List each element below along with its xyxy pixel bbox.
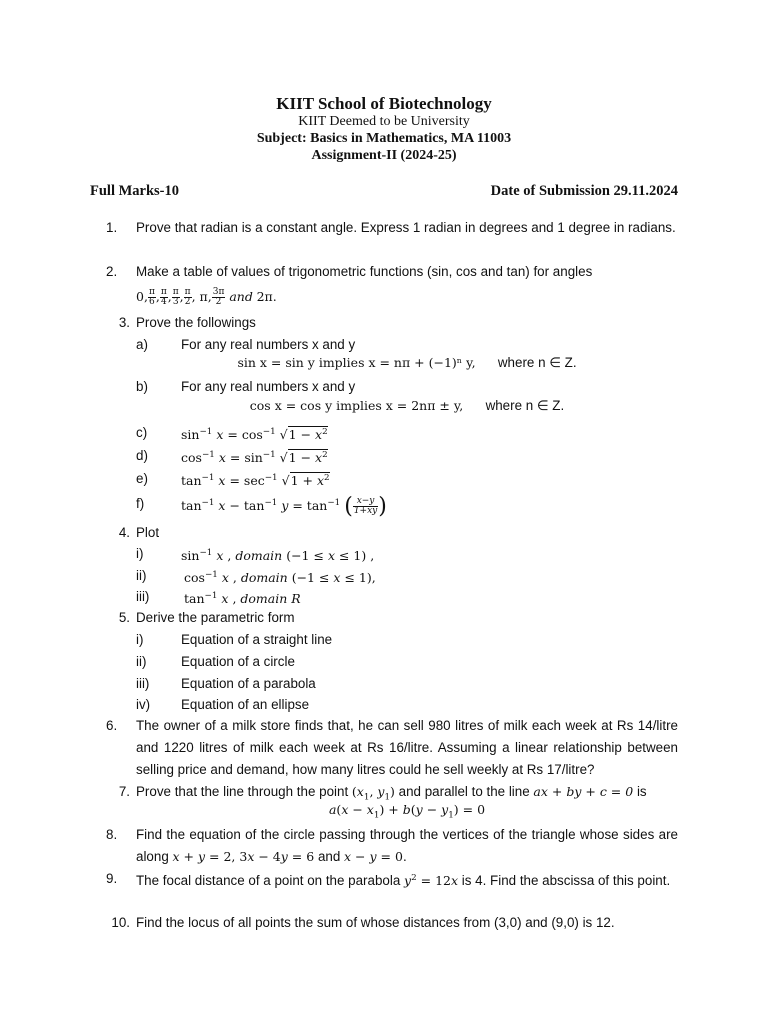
equation-7 <box>136 802 678 821</box>
question-number: 5. <box>118 610 130 625</box>
part-text: For any real numbers x and y <box>181 337 356 352</box>
question-text-a: Find the equation of the circle passing through the vertices of the triangle whose sides are along <box>136 827 678 864</box>
question-text: Prove the followings <box>136 315 256 330</box>
side-equations: x + y = 2, 3x − 4y = 6 <box>172 848 315 864</box>
university-name: KIIT Deemed to be University <box>298 114 470 129</box>
plot-label: i) <box>136 546 144 561</box>
item-label: i) <box>136 632 144 647</box>
question-9 <box>106 868 678 892</box>
item-label: ii) <box>136 654 147 669</box>
plot-function: $\tan^{-1} x$ , domain R <box>184 591 301 607</box>
full-marks: Full Marks-10 <box>90 183 180 199</box>
question-text-b: is 4. Find the abscissa of this point. <box>461 873 671 889</box>
assignment-line: Assignment-II (2024-25) <box>311 148 457 163</box>
question-text-b: and parallel to the line <box>398 784 530 799</box>
identity-c: $\sin^{-1} x = \cos^{-1} √1 - x^2$ <box>181 427 328 443</box>
line-expression: ax + by + c = 0 <box>533 784 634 799</box>
equation: sin x = sin y implies x = nπ + (−1)ⁿ y, <box>237 355 476 370</box>
part-label: f) <box>136 496 145 511</box>
equation: $a(x - x_1) + b(y - y_1) = 0$ <box>328 802 486 821</box>
subject-line: Subject: Basics in Mathematics, MA 11003 <box>256 131 512 146</box>
identity-f: $\tan^{-1} x - \tan^{-1} y = \tan^{-1}$ ( $\frac{x-y}{1+xy}$ ) <box>181 494 387 520</box>
question-text-b: and <box>317 848 341 864</box>
part-label: b) <box>136 379 148 394</box>
point-expression: ($x_1$, $y_1$) <box>351 784 395 803</box>
item-label: iv) <box>136 697 151 712</box>
angle-tail: 2π. <box>256 289 277 304</box>
part-label: d) <box>136 448 148 463</box>
part-text: For any real numbers x and y <box>181 379 356 394</box>
question-text-a: Prove that the line through the point <box>136 784 349 799</box>
question-text: Find the locus of all points the sum of whose distances from (3,0) and (9,0) is 12. <box>136 915 615 930</box>
question-8 <box>106 824 678 868</box>
item-label: iii) <box>136 676 150 691</box>
school-title: KIIT School of Biotechnology <box>276 94 492 113</box>
question-number: 7. <box>118 784 130 799</box>
question-5 <box>118 607 678 629</box>
equation-3a <box>136 355 678 371</box>
question-6 <box>106 715 678 780</box>
question-number: 9. <box>106 871 118 886</box>
identity-d: $\cos^{-1} x = \sin^{-1} √1 - x^2$ <box>181 450 328 466</box>
submission-date: Date of Submission 29.11.2024 <box>490 183 678 199</box>
question-number: 4. <box>118 525 130 540</box>
question-number: 3. <box>118 315 130 330</box>
equation: cos x = cos y implies x = 2nπ ± y, <box>249 398 464 413</box>
question-number: 1. <box>106 220 118 235</box>
parabola-equation: $y^2 = 12x$ <box>404 873 459 889</box>
question-text-c: is <box>636 784 647 799</box>
question-text: Prove that radian is a constant angle. Express 1 radian in degrees and 1 degree in radians. <box>136 220 676 235</box>
side-equation-3: x − y = 0. <box>344 848 407 864</box>
plot-function: $\cos^{-1} x$ , domain (−1 ≤ x ≤ 1), <box>184 570 376 586</box>
item-text: Equation of a circle <box>181 654 295 669</box>
equation-where: where n ∈ Z. <box>485 398 565 413</box>
part-label: e) <box>136 471 148 486</box>
equation-3b <box>136 398 678 414</box>
question-2-angles <box>136 286 678 308</box>
plot-label: ii) <box>136 568 147 583</box>
question-1 <box>106 217 678 239</box>
question-number: 6. <box>106 718 118 733</box>
question-text: Derive the parametric form <box>136 610 295 625</box>
part-label: a) <box>136 337 148 352</box>
question-4 <box>118 522 678 544</box>
item-text: Equation of a straight line <box>181 632 333 647</box>
part-label: c) <box>136 425 148 440</box>
item-text: Equation of an ellipse <box>181 697 310 712</box>
question-10 <box>111 912 678 934</box>
angle-list: 0, $\frac{\pi}{6}$ , $\frac{\pi}{4}$ , $\frac{\pi}{3}$ , $\frac{\pi}{2}$ , π, $\frac{3\pi}{2}$ and <box>136 287 253 307</box>
question-2 <box>106 261 678 283</box>
question-text: Make a table of values of trigonometric functions (sin, cos and tan) for angles <box>136 264 593 279</box>
identity-e: $\tan^{-1} x = \sec^{-1} √1 + x^2$ <box>181 473 330 489</box>
question-text: Plot <box>136 525 160 540</box>
plot-function: $\sin^{-1} x$ , domain (−1 ≤ x ≤ 1) , <box>181 548 375 564</box>
plot-label: iii) <box>136 589 150 604</box>
question-number: 8. <box>106 827 118 842</box>
equation-where: where n ∈ Z. <box>497 355 577 370</box>
item-text: Equation of a parabola <box>181 676 316 691</box>
question-text: The owner of a milk store finds that, he can sell 980 litres of milk each week at Rs 14/litre and 1220 litres of milk each week at Rs 16/litre. Assuming a linear relationship between selling price and demand, how many litres could he sell weekly at Rs 17/litre? <box>136 718 678 777</box>
question-3 <box>118 312 678 334</box>
question-number: 2. <box>106 264 118 279</box>
question-text-a: The focal distance of a point on the parabola <box>136 873 401 889</box>
question-number: 10. <box>111 915 130 930</box>
